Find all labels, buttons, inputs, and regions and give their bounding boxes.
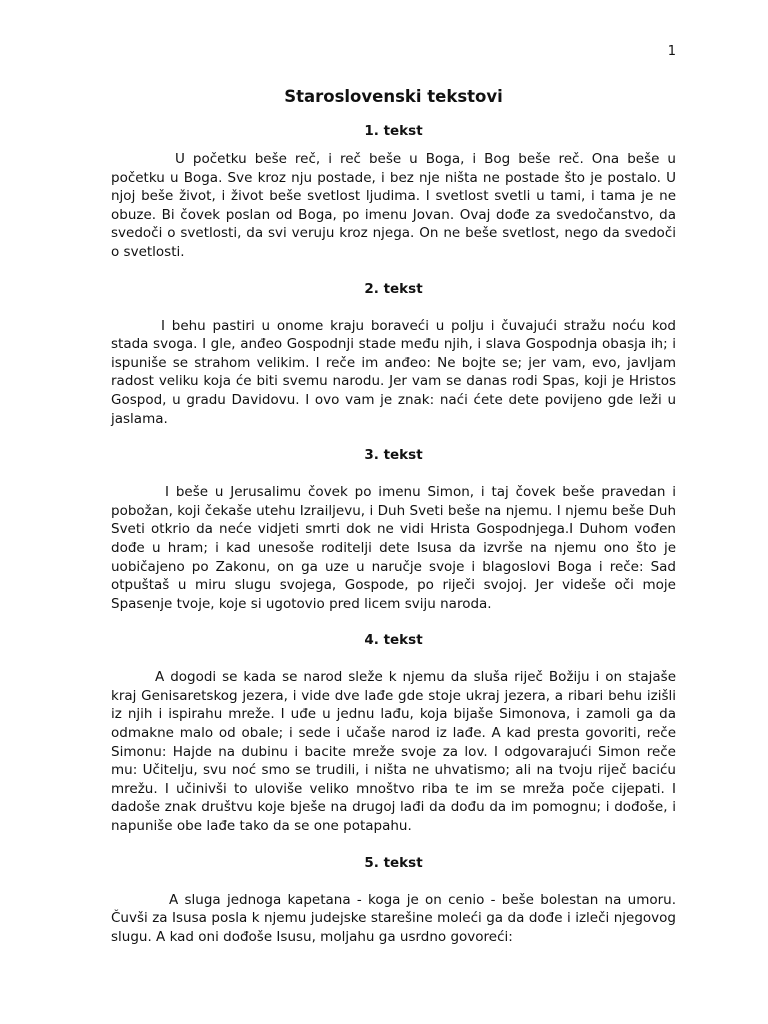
section-heading: 5. tekst	[364, 854, 423, 871]
section-heading: 3. tekst	[364, 447, 423, 464]
section-heading: 4. tekst	[364, 632, 423, 649]
page-number: 1	[667, 44, 676, 59]
section-2	[111, 280, 676, 429]
section-body: U početku beše reč, i reč beše u Boga, i Bog beše reč. Ona beše u početku u Boga. Sve kroz nju postade, i bez nje ništa ne postade što je postalo. U njoj beše život, i život beše svetlost ljudima. I svetlost svetli u tami, i tama je ne obuze. Bi čovek poslan od Boga, po imenu Jovan. Ovaj dođe za svedočanstvo, da svedoči o svetlosti, da svi veruju kroz njega. On ne beše svetlost, nego da svedoči o svetlosti.	[111, 151, 676, 260]
section-1	[111, 122, 676, 262]
document-content	[111, 86, 676, 964]
section-heading: 1. tekst	[364, 123, 423, 139]
document-title: Staroslovenski tekstovi	[284, 87, 503, 106]
section-heading: 2. tekst	[364, 280, 423, 297]
section-body: I behu pastiri u onome kraju boraveći u polju i čuvajući stražu noću kod stada svoga. I gle, anđeo Gospodnji stade među njih, i slava Gospodnja obasja ih; i ispuniše se strahom velikim. I reče im anđeo: Ne bojte se; jer vam, evo, javljam radost veliku koja će biti svemu narodu. Jer vam se danas rodi Spas, koji je Hristos Gospod, u gradu Davidovu. I ovo vam je znak: naći ćete dete povijeno gde leži u jaslama.	[111, 317, 676, 427]
section-body: I beše u Jerusalimu čovek po imenu Simon, i taj čovek beše pravedan i pobožan, koji čekaše utehu Izrailjevu, i Duh Sveti beše na njemu. I njemu beše Duh Sveti otkrio da neće vidjeti smrti dok ne vidi Hrista Gospodnjega.I Duhom vođen dođe u hram; i kad unesoše roditelji dete Isusa da izvrše na njemu ono što je uobičajeno po Zakonu, on ga uze u naručje svoje i blagoslovi Boga i reče: Sad otpuštaš u miru slugu svojega, Gospode, po riječi svojoj. Jer videše oči moje Spasenje tvoje, koje si ugotovio pred licem sviju naroda.	[111, 484, 676, 612]
section-body: A sluga jednoga kapetana - koga je on cenio - beše bolestan na umoru. Čuvši za Isusa posla k njemu judejske starešine moleći ga da dođe i izleči njegovog slugu. A kad oni dođoše Isusu, moljahu ga usrdno govoreći:	[111, 891, 676, 945]
section-5	[111, 854, 676, 947]
section-4	[111, 631, 676, 835]
section-3	[111, 446, 676, 613]
section-body: A dogodi se kada se narod sleže k njemu da sluša riječ Božiju i on stajaše kraj Genisaretskog jezera, i vide dve lađe gde stoje ukraj jezera, a ribari behu izišli iz njih i ispirahu mreže. I uđe u jednu lađu, koja bijaše Simonova, i zamoli ga da odmakne malo od obale; i sede i učaše narod iz lađe. A kad presta govoriti, reče Simonu: Hajde na dubinu i bacite mreže svoje za lov. I odgovarajući Simon reče mu: Učitelju, svu noć smo se trudili, i ništa ne uhvatismo; ali na tvoju riječ baciću mrežu. I učinivši to uloviše veliko mnoštvo riba te im se mreža poče cijepati. I dadoše znak društvu koje bješe na drugoj lađi da dođu da im pomognu; i dođoše, i napuniše obe lađe tako da se one potapahu.	[111, 669, 676, 835]
